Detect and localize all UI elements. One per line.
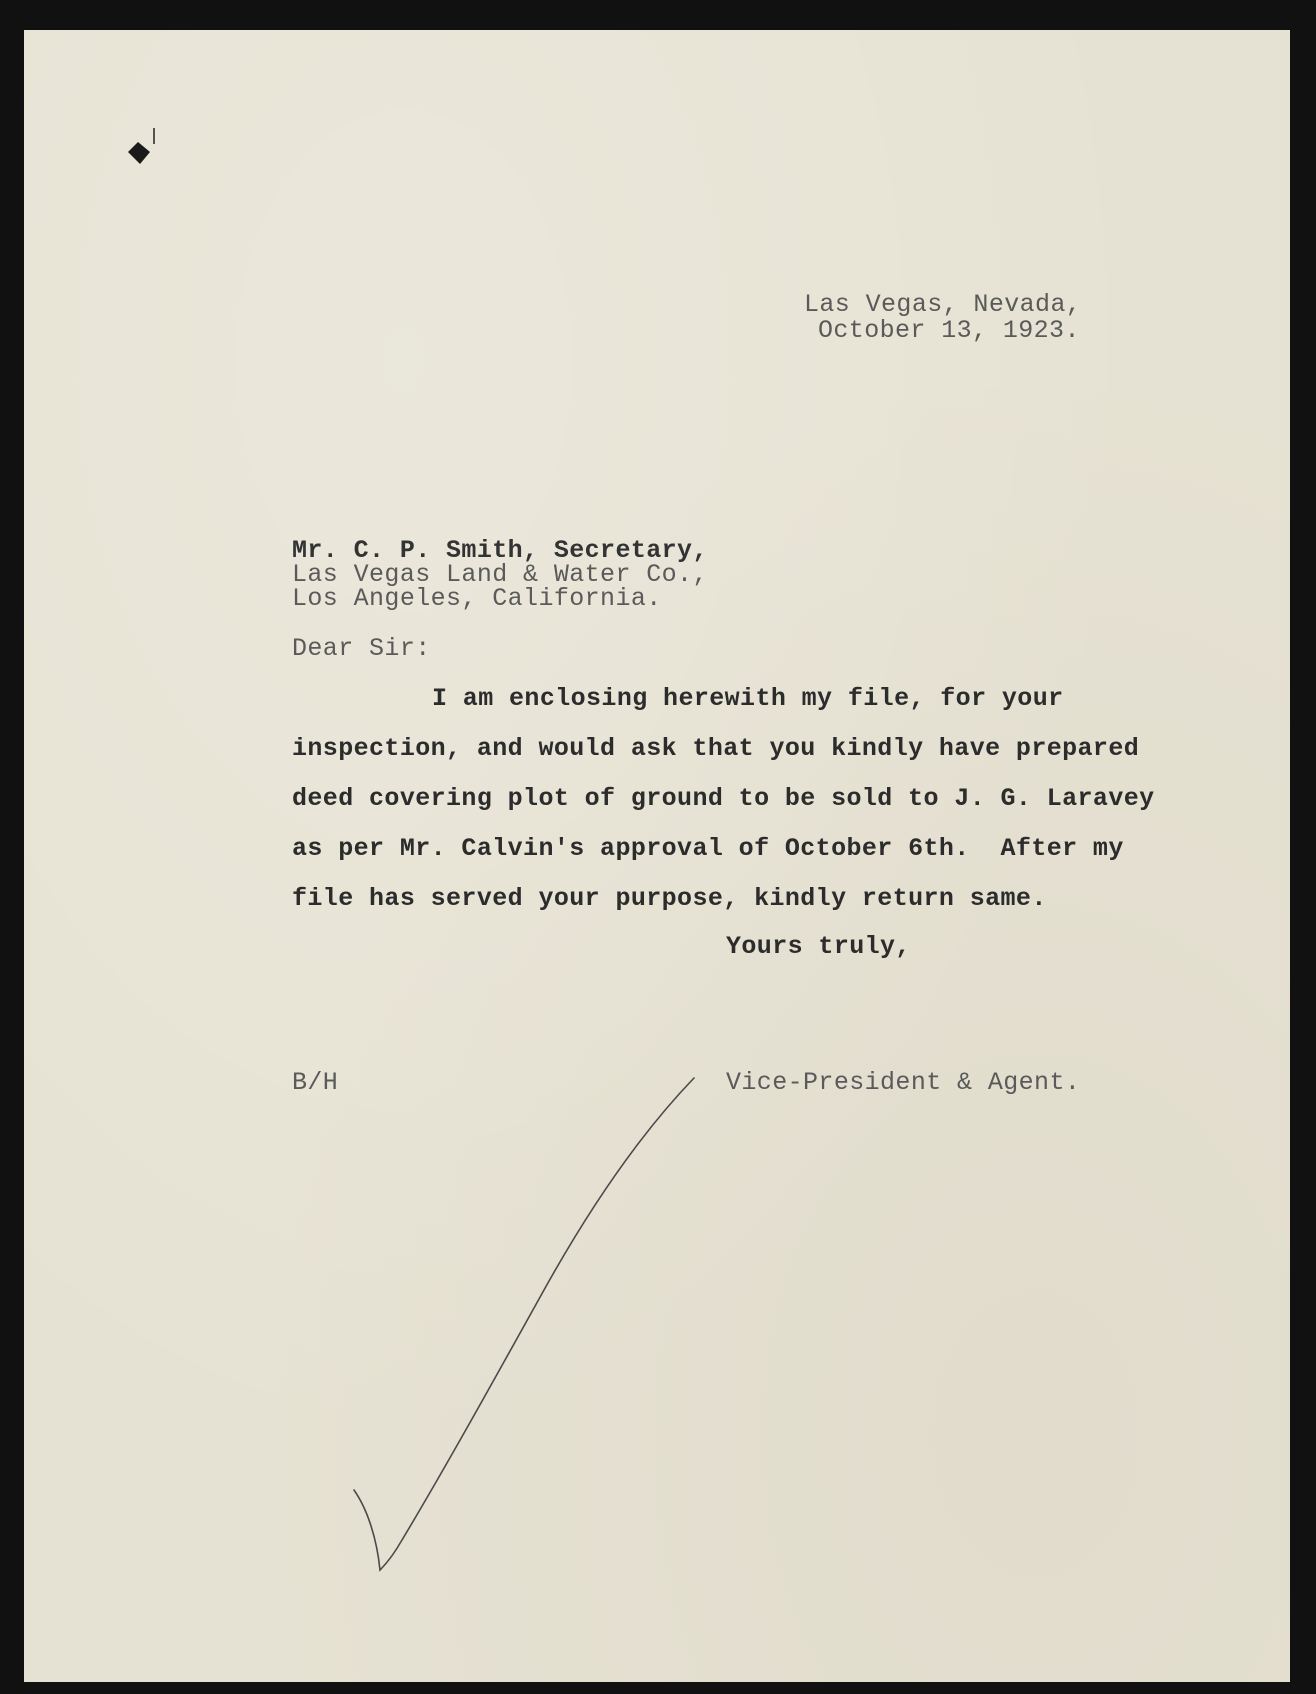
initials: B/H xyxy=(292,1068,339,1097)
body-line: file has served your purpose, kindly return same. xyxy=(292,884,1047,913)
salutation: Dear Sir: xyxy=(292,634,431,663)
body-line: inspection, and would ask that you kindly have prepared xyxy=(292,734,1140,763)
letter-place: Las Vegas, Nevada, xyxy=(804,290,1082,319)
check-mark-icon xyxy=(344,1070,724,1590)
recipient-line: Las Vegas Land & Water Co., xyxy=(292,560,708,589)
recipient-line: Mr. C. P. Smith, Secretary, xyxy=(292,536,708,565)
letter-page xyxy=(24,30,1290,1682)
body-line: as per Mr. Calvin's approval of October 6th. After my xyxy=(292,834,1124,863)
body-line: deed covering plot of ground to be sold to J. G. Laravey xyxy=(292,784,1155,813)
closing: Yours truly, xyxy=(726,932,911,961)
signature-title: Vice-President & Agent. xyxy=(726,1068,1081,1097)
clip-mark-icon xyxy=(124,122,164,174)
body-line: I am enclosing herewith my file, for your xyxy=(432,684,1064,713)
letter-date: October 13, 1923. xyxy=(818,316,1080,345)
recipient-line: Los Angeles, California. xyxy=(292,584,662,613)
